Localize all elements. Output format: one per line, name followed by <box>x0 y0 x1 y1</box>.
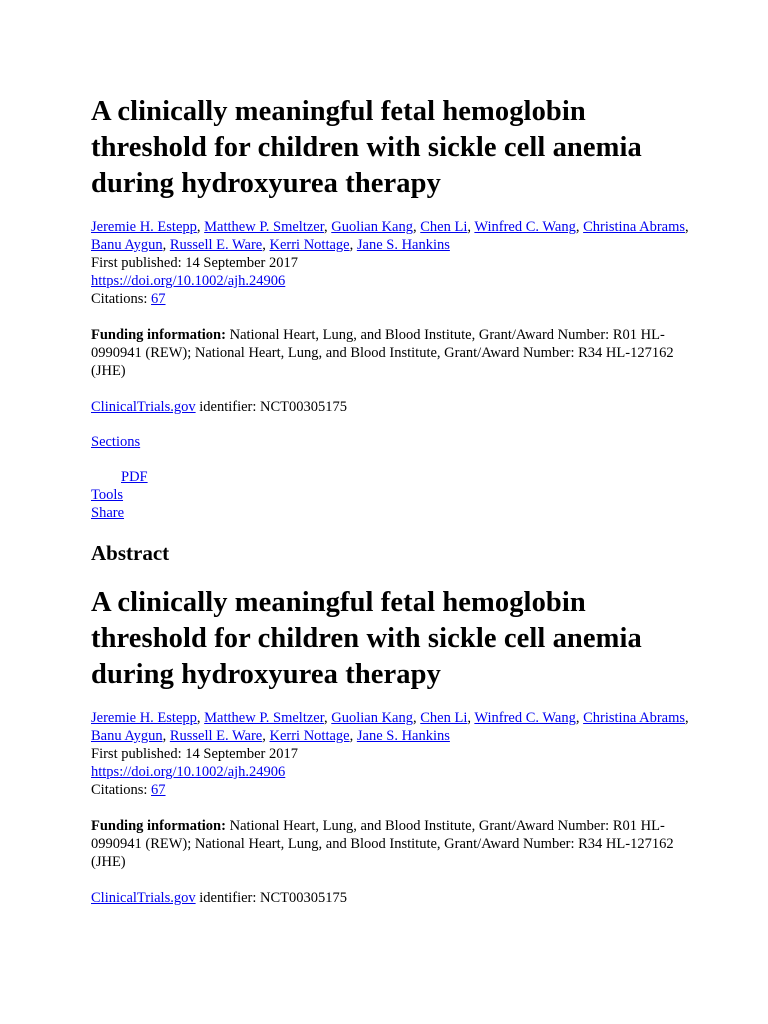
author-link[interactable]: Banu Aygun <box>91 237 163 253</box>
funding-label: Funding information: <box>91 818 226 834</box>
author-link[interactable]: Matthew P. Smeltzer <box>204 710 324 726</box>
trial-identifier <box>91 889 691 907</box>
tools-link[interactable]: Tools <box>91 487 124 503</box>
published-date: First published: 14 September 2017 <box>91 746 299 762</box>
trial-id-text: identifier: NCT00305175 <box>195 890 348 906</box>
funding-info <box>91 326 691 380</box>
doi-link[interactable]: https://doi.org/10.1002/ajh.24906 <box>91 764 286 780</box>
clinicaltrials-link[interactable]: ClinicalTrials.gov <box>91 890 196 906</box>
author-link[interactable]: Russell E. Ware <box>169 237 263 253</box>
share-link[interactable]: Share <box>91 505 125 521</box>
citations <box>91 290 691 308</box>
author-link[interactable]: Jane S. Hankins <box>356 237 450 253</box>
pdf-link[interactable]: PDF <box>121 469 148 485</box>
author-link[interactable]: Jane S. Hankins <box>356 728 450 744</box>
trial-identifier <box>91 398 691 416</box>
article-title: A clinically meaningful fetal hemoglobin threshold for children with sickle cell anemia during hydroxyurea therapy <box>91 587 642 690</box>
author-link[interactable]: Kerri Nottage <box>269 237 350 253</box>
author-link[interactable]: Banu Aygun <box>91 728 163 744</box>
funding-info <box>91 817 691 871</box>
citations-label: Citations: <box>91 291 152 307</box>
author-link[interactable]: Jeremie H. Estepp <box>91 219 197 235</box>
funding-text: National Heart, Lung, and Blood Institute, Grant/Award Number: R01 HL-0990941 (REW); National Heart, Lung, and Blood Institute, Grant/Award Number: R34 HL-127162 (JHE) <box>91 327 674 379</box>
author-link[interactable]: Russell E. Ware <box>169 728 263 744</box>
article-nav <box>91 433 691 522</box>
author-link[interactable]: Chen Li <box>420 219 468 235</box>
author-link[interactable]: Christina Abrams <box>583 710 686 726</box>
article-header-2 <box>91 585 691 907</box>
author-link[interactable]: Jeremie H. Estepp <box>91 710 197 726</box>
trial-id-text: identifier: NCT00305175 <box>195 399 348 415</box>
funding-label: Funding information: <box>91 327 226 343</box>
article-header-1 <box>91 94 691 416</box>
author-link[interactable]: Christina Abrams <box>583 219 686 235</box>
published-date: First published: 14 September 2017 <box>91 255 299 271</box>
author-list: Jeremie H. Estepp, Matthew P. Smeltzer, Guolian Kang, Chen Li, Winfred C. Wang, Christina Abrams, Banu Aygun, Russell E. Ware, Kerri Nottage, Jane S. Hankins <box>91 219 689 253</box>
citations-count-link[interactable]: 67 <box>151 291 166 307</box>
article-title: A clinically meaningful fetal hemoglobin threshold for children with sickle cell anemia during hydroxyurea therapy <box>91 96 642 199</box>
author-link[interactable]: Chen Li <box>420 710 468 726</box>
author-link[interactable]: Winfred C. Wang <box>474 710 576 726</box>
citations <box>91 781 691 799</box>
sections-link[interactable]: Sections <box>91 434 141 450</box>
abstract-heading: Abstract <box>91 541 170 565</box>
funding-text: National Heart, Lung, and Blood Institute, Grant/Award Number: R01 HL-0990941 (REW); National Heart, Lung, and Blood Institute, Grant/Award Number: R34 HL-127162 (JHE) <box>91 818 674 870</box>
doi-link[interactable]: https://doi.org/10.1002/ajh.24906 <box>91 273 286 289</box>
author-link[interactable]: Guolian Kang <box>331 219 413 235</box>
citations-label: Citations: <box>91 782 152 798</box>
author-link[interactable]: Matthew P. Smeltzer <box>204 219 324 235</box>
author-link[interactable]: Guolian Kang <box>331 710 413 726</box>
author-link[interactable]: Kerri Nottage <box>269 728 350 744</box>
author-list: Jeremie H. Estepp, Matthew P. Smeltzer, Guolian Kang, Chen Li, Winfred C. Wang, Christina Abrams, Banu Aygun, Russell E. Ware, Kerri Nottage, Jane S. Hankins <box>91 710 689 744</box>
citations-count-link[interactable]: 67 <box>151 782 166 798</box>
clinicaltrials-link[interactable]: ClinicalTrials.gov <box>91 399 196 415</box>
author-link[interactable]: Winfred C. Wang <box>474 219 576 235</box>
